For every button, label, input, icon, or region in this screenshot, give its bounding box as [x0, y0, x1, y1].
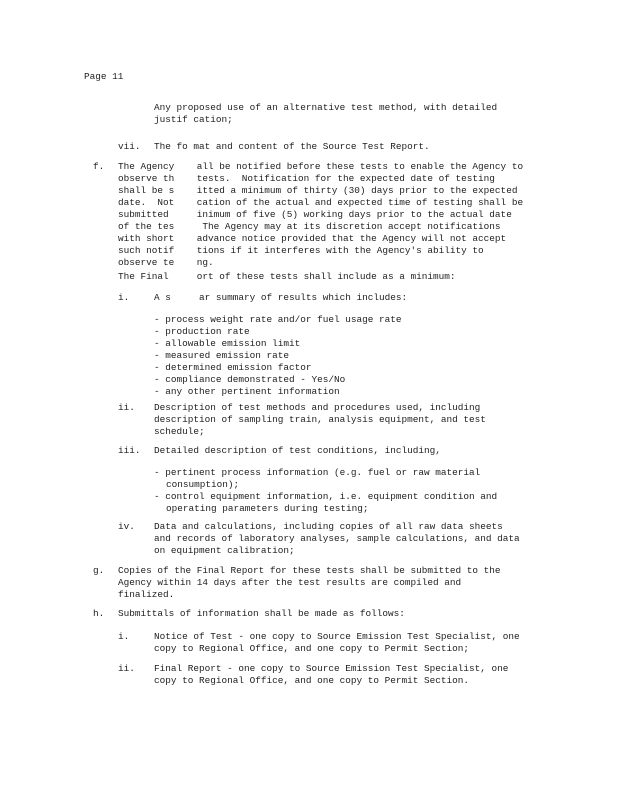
summary-bullet: - compliance demonstrated - Yes/No: [154, 374, 346, 385]
f-line: observe th tests. Notification for the expected date of testing: [118, 173, 495, 184]
vi-continuation: Any proposed use of an alternative test method, with detailed justif cation;: [154, 102, 498, 125]
summary-bullet: - any other pertinent information: [154, 386, 340, 397]
item-i-marker: i.: [118, 292, 130, 303]
item-vii-text: The fo mat and content of the Source Test Report.: [154, 141, 430, 152]
item-iii-text: Detailed description of test conditions, including,: [154, 445, 441, 456]
h-i-line: Notice of Test - one copy to Source Emission Test Specialist, one: [154, 631, 520, 642]
f-line: of the tes The Agency may at its discretion accept notifications: [118, 221, 501, 232]
g-line: finalized.: [118, 589, 175, 600]
ii-line: schedule;: [154, 426, 205, 437]
f-line: observe te ng.: [118, 257, 214, 268]
item-f-marker: f.: [93, 161, 105, 172]
item-i-text: A s ar summary of results which includes:: [154, 292, 408, 303]
conditions-bullet: - control equipment information, i.e. equipment condition and: [154, 491, 498, 502]
h-i-line: copy to Regional Office, and one copy to Permit Section;: [154, 643, 470, 654]
g-line: Agency within 14 days after the test results are compiled and: [118, 577, 462, 588]
item-g-marker: g.: [93, 565, 105, 576]
item-iv-marker: iv.: [118, 521, 135, 532]
ii-line: description of sampling train, analysis equipment, and test: [154, 414, 486, 425]
ii-line: Description of test methods and procedures used, including: [154, 402, 481, 413]
item-ii-marker: ii.: [118, 402, 135, 413]
item-iii-marker: iii.: [118, 445, 141, 456]
iv-line: Data and calculations, including copies of all raw data sheets: [154, 521, 503, 532]
item-h-text: Submittals of information shall be made as follows:: [118, 608, 405, 619]
summary-bullet: - measured emission rate: [154, 350, 290, 361]
item-h-ii-marker: ii.: [118, 663, 135, 674]
h-ii-line: copy to Regional Office, and one copy to Permit Section.: [154, 675, 470, 686]
summary-bullet: - production rate: [154, 326, 250, 337]
f-line: with short advance notice provided that the Agency will not accept: [118, 233, 507, 244]
f-line: date. Not cation of the actual and expected time of testing shall be: [118, 197, 524, 208]
f-line: such notif tions if it interferes with the Agency's ability to: [118, 245, 484, 256]
conditions-bullet-cont: operating parameters during testing;: [166, 503, 369, 514]
summary-bullet: - process weight rate and/or fuel usage rate: [154, 314, 402, 325]
f-line: The Agency all be notified before these tests to enable the Agency to: [118, 161, 524, 172]
conditions-bullet-cont: consumption);: [166, 479, 240, 490]
item-h-i-marker: i.: [118, 631, 130, 642]
summary-bullet: - determined emission factor: [154, 362, 312, 373]
item-vii-marker: vii.: [118, 141, 141, 152]
f-line: submitted inimum of five (5) working days prior to the actual date: [118, 209, 512, 220]
iv-line: and records of laboratory analyses, sample calculations, and data: [154, 533, 520, 544]
conditions-bullet: - pertinent process information (e.g. fuel or raw material: [154, 467, 481, 478]
g-line: Copies of the Final Report for these tests shall be submitted to the: [118, 565, 501, 576]
page-header: Page 11: [84, 71, 124, 82]
h-ii-line: Final Report - one copy to Source Emission Test Specialist, one: [154, 663, 509, 674]
f-line: shall be s itted a minimum of thirty (30) days prior to the expected: [118, 185, 518, 196]
item-h-marker: h.: [93, 608, 105, 619]
final-report-intro: The Final ort of these tests shall include as a minimum:: [118, 271, 456, 282]
summary-bullet: - allowable emission limit: [154, 338, 301, 349]
iv-line: on equipment calibration;: [154, 545, 295, 556]
